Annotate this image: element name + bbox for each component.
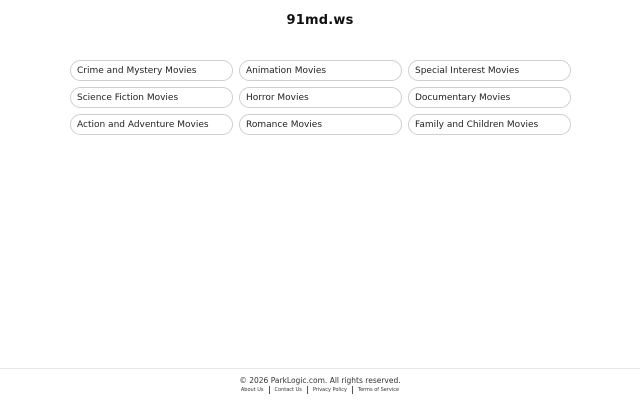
- link-action-and-adventure-movies[interactable]: Action and Adventure Movies: [70, 114, 233, 135]
- related-links-grid: [70, 60, 570, 135]
- footer-link-privacy-policy[interactable]: Privacy Policy: [312, 387, 347, 393]
- footer-link-about-us[interactable]: About Us: [240, 387, 264, 393]
- footer-links: [0, 386, 640, 394]
- copyright-text: © 2026 ParkLogic.com. All rights reserved.: [239, 376, 401, 385]
- link-documentary-movies[interactable]: Documentary Movies: [408, 87, 571, 108]
- site-title: 91md.ws: [286, 13, 354, 28]
- footer: [0, 368, 640, 400]
- link-family-and-children-movies[interactable]: Family and Children Movies: [408, 114, 571, 135]
- link-science-fiction-movies[interactable]: Science Fiction Movies: [70, 87, 233, 108]
- footer-link-contact-us[interactable]: Contact Us: [274, 387, 302, 393]
- link-romance-movies[interactable]: Romance Movies: [239, 114, 402, 135]
- link-animation-movies[interactable]: Animation Movies: [239, 60, 402, 81]
- link-special-interest-movies[interactable]: Special Interest Movies: [408, 60, 571, 81]
- link-crime-and-mystery-movies[interactable]: Crime and Mystery Movies: [70, 60, 233, 81]
- footer-link-terms-of-service[interactable]: Terms of Service: [357, 387, 400, 393]
- link-horror-movies[interactable]: Horror Movies: [239, 87, 402, 108]
